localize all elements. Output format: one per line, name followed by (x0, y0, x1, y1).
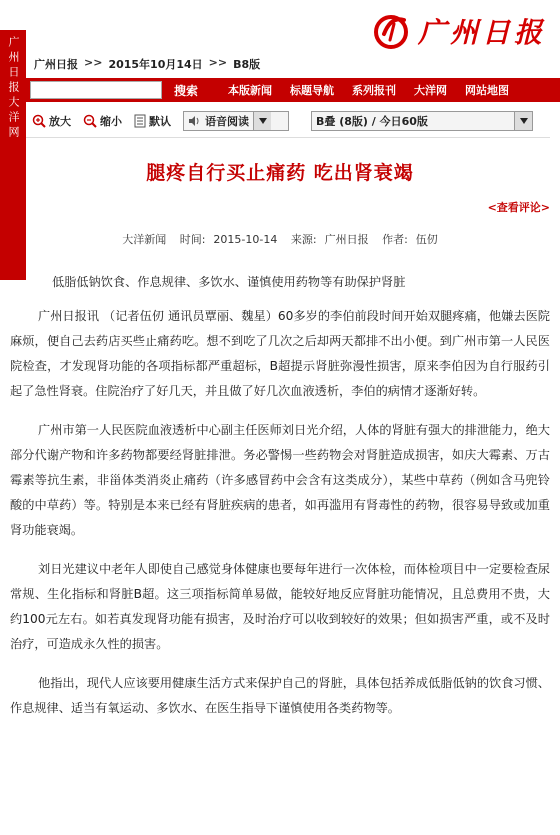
toolbar-divider (26, 137, 550, 138)
article-paragraph: 他指出，现代人应该要用健康生活方式来保护自己的肾脏，具体包括养成低脂低钠的饮食习惯、作息规律、适当有氧运动、多饮水、在医生指导下谨慎使用各类药物等。 (10, 676, 550, 715)
meta-time: 2015-10-14 (213, 233, 278, 246)
breadcrumb-source[interactable]: 广州日报 (34, 58, 78, 71)
edition-select-value: B叠 (8版) / 今日60版 (316, 115, 428, 128)
breadcrumb-separator: >> (208, 56, 228, 69)
navbar (26, 78, 560, 102)
breadcrumb (34, 56, 260, 72)
zoom-in-button[interactable] (32, 113, 71, 129)
article-lead: 低脂低钠饮食、作息规律、多饮水、谨慎使用药物等有助保护肾脏 (52, 275, 406, 289)
speaker-icon (187, 114, 201, 128)
nav-item-dayoo[interactable]: 大洋网 (414, 84, 448, 97)
logo-swirl-icon (370, 10, 412, 52)
header (26, 0, 560, 78)
meta-time-label: 时间: (179, 233, 206, 246)
newspaper-logo[interactable] (370, 10, 546, 52)
breadcrumb-edition[interactable]: B8版 (233, 58, 261, 71)
article-paragraph: 广州日报讯 （记者伍仞 通讯员覃丽、魏星）60多岁的李伯前段时间开始双腿疼痛，他嫌去医院麻烦，便自己去药店买些止痛药吃。想不到吃了几次之后却两天都排不出小便。到广州市第一人民医院检查，才发现肾功能的各项指标都严重超标，B超提示肾脏弥漫性损害，原来李伯因为自行服药引起了急性肾衰。住院治疗了好几天，并且做了好几次血液透析，李伯的病情才逐渐好转。 (10, 309, 550, 398)
search-button[interactable]: 搜索 (174, 83, 199, 98)
article-paragraph: 广州市第一人民医院血液透析中心副主任医师刘日光介绍，人体的肾脏有强大的排泄能力，绝大部分代谢产物和许多药物都要经肾脏排泄。务必警惕一些药物会对肾脏造成损害，如庆大霉素、万古霉素等抗生素，非甾体类消炎止痛药（许多感冒药中会含有这类成分），某些中草药（例如含马兜铃酸的中草药）等。特别是本来已经有肾脏疾病的患者，如再滥用有肾毒性的药物，很容易导致或加重肾功能衰竭。 (10, 423, 550, 537)
zoom-in-icon (32, 114, 46, 128)
search-input[interactable] (30, 81, 162, 99)
meta-author: 伍仞 (415, 233, 438, 246)
article (0, 140, 560, 721)
view-comments-link[interactable]: <查看评论> (487, 201, 550, 214)
breadcrumb-date[interactable]: 2015年10月14日 (108, 58, 203, 71)
nav-item-series[interactable]: 系列报刊 (352, 84, 397, 97)
edition-select[interactable] (311, 111, 533, 131)
logo-text: 广州日报 (417, 16, 546, 49)
breadcrumb-separator: >> (84, 56, 103, 69)
chevron-down-icon[interactable] (514, 112, 532, 130)
meta-from: 广州日报 (324, 233, 369, 246)
article-meta (0, 231, 560, 247)
meta-from-label: 来源: (290, 233, 317, 246)
article-paragraph: 刘日光建议中老年人即使自己感觉身体健康也要每年进行一次体检，而体检项目中一定要检查尿常规、生化指标和肾脏B超。这三项指标简单易做，能较好地反应肾脏功能情况，且总费用不贵，大约100元左右。如若真发现肾功能有损害，及时治疗可以收到较好的效果；但如损害严重，或不及时治疗，可造成永久性的损害。 (10, 562, 550, 651)
zoom-out-button[interactable] (83, 113, 122, 129)
zoom-out-label: 缩小 (100, 115, 122, 128)
default-size-label: 默认 (149, 115, 171, 128)
nav-item-page-news[interactable]: 本版新闻 (228, 84, 273, 97)
voice-reader-label: 语音阅读 (205, 115, 249, 128)
article-title: 腿疼自行买止痛药 吃出肾衰竭 (146, 162, 414, 184)
toolbar (26, 108, 560, 134)
zoom-in-label: 放大 (49, 115, 71, 128)
nav-item-sitemap[interactable]: 网站地图 (465, 84, 510, 97)
nav-item-title-nav[interactable]: 标题导航 (290, 84, 335, 97)
document-icon (134, 114, 146, 128)
zoom-out-icon (83, 114, 97, 128)
voice-reader-select[interactable] (183, 111, 289, 131)
side-tab-label: 广州日报大洋网 (7, 36, 20, 141)
default-size-button[interactable] (134, 113, 171, 129)
chevron-down-icon[interactable] (253, 112, 271, 130)
meta-author-label: 作者: (382, 233, 408, 246)
meta-source: 大洋新闻 (122, 233, 167, 246)
